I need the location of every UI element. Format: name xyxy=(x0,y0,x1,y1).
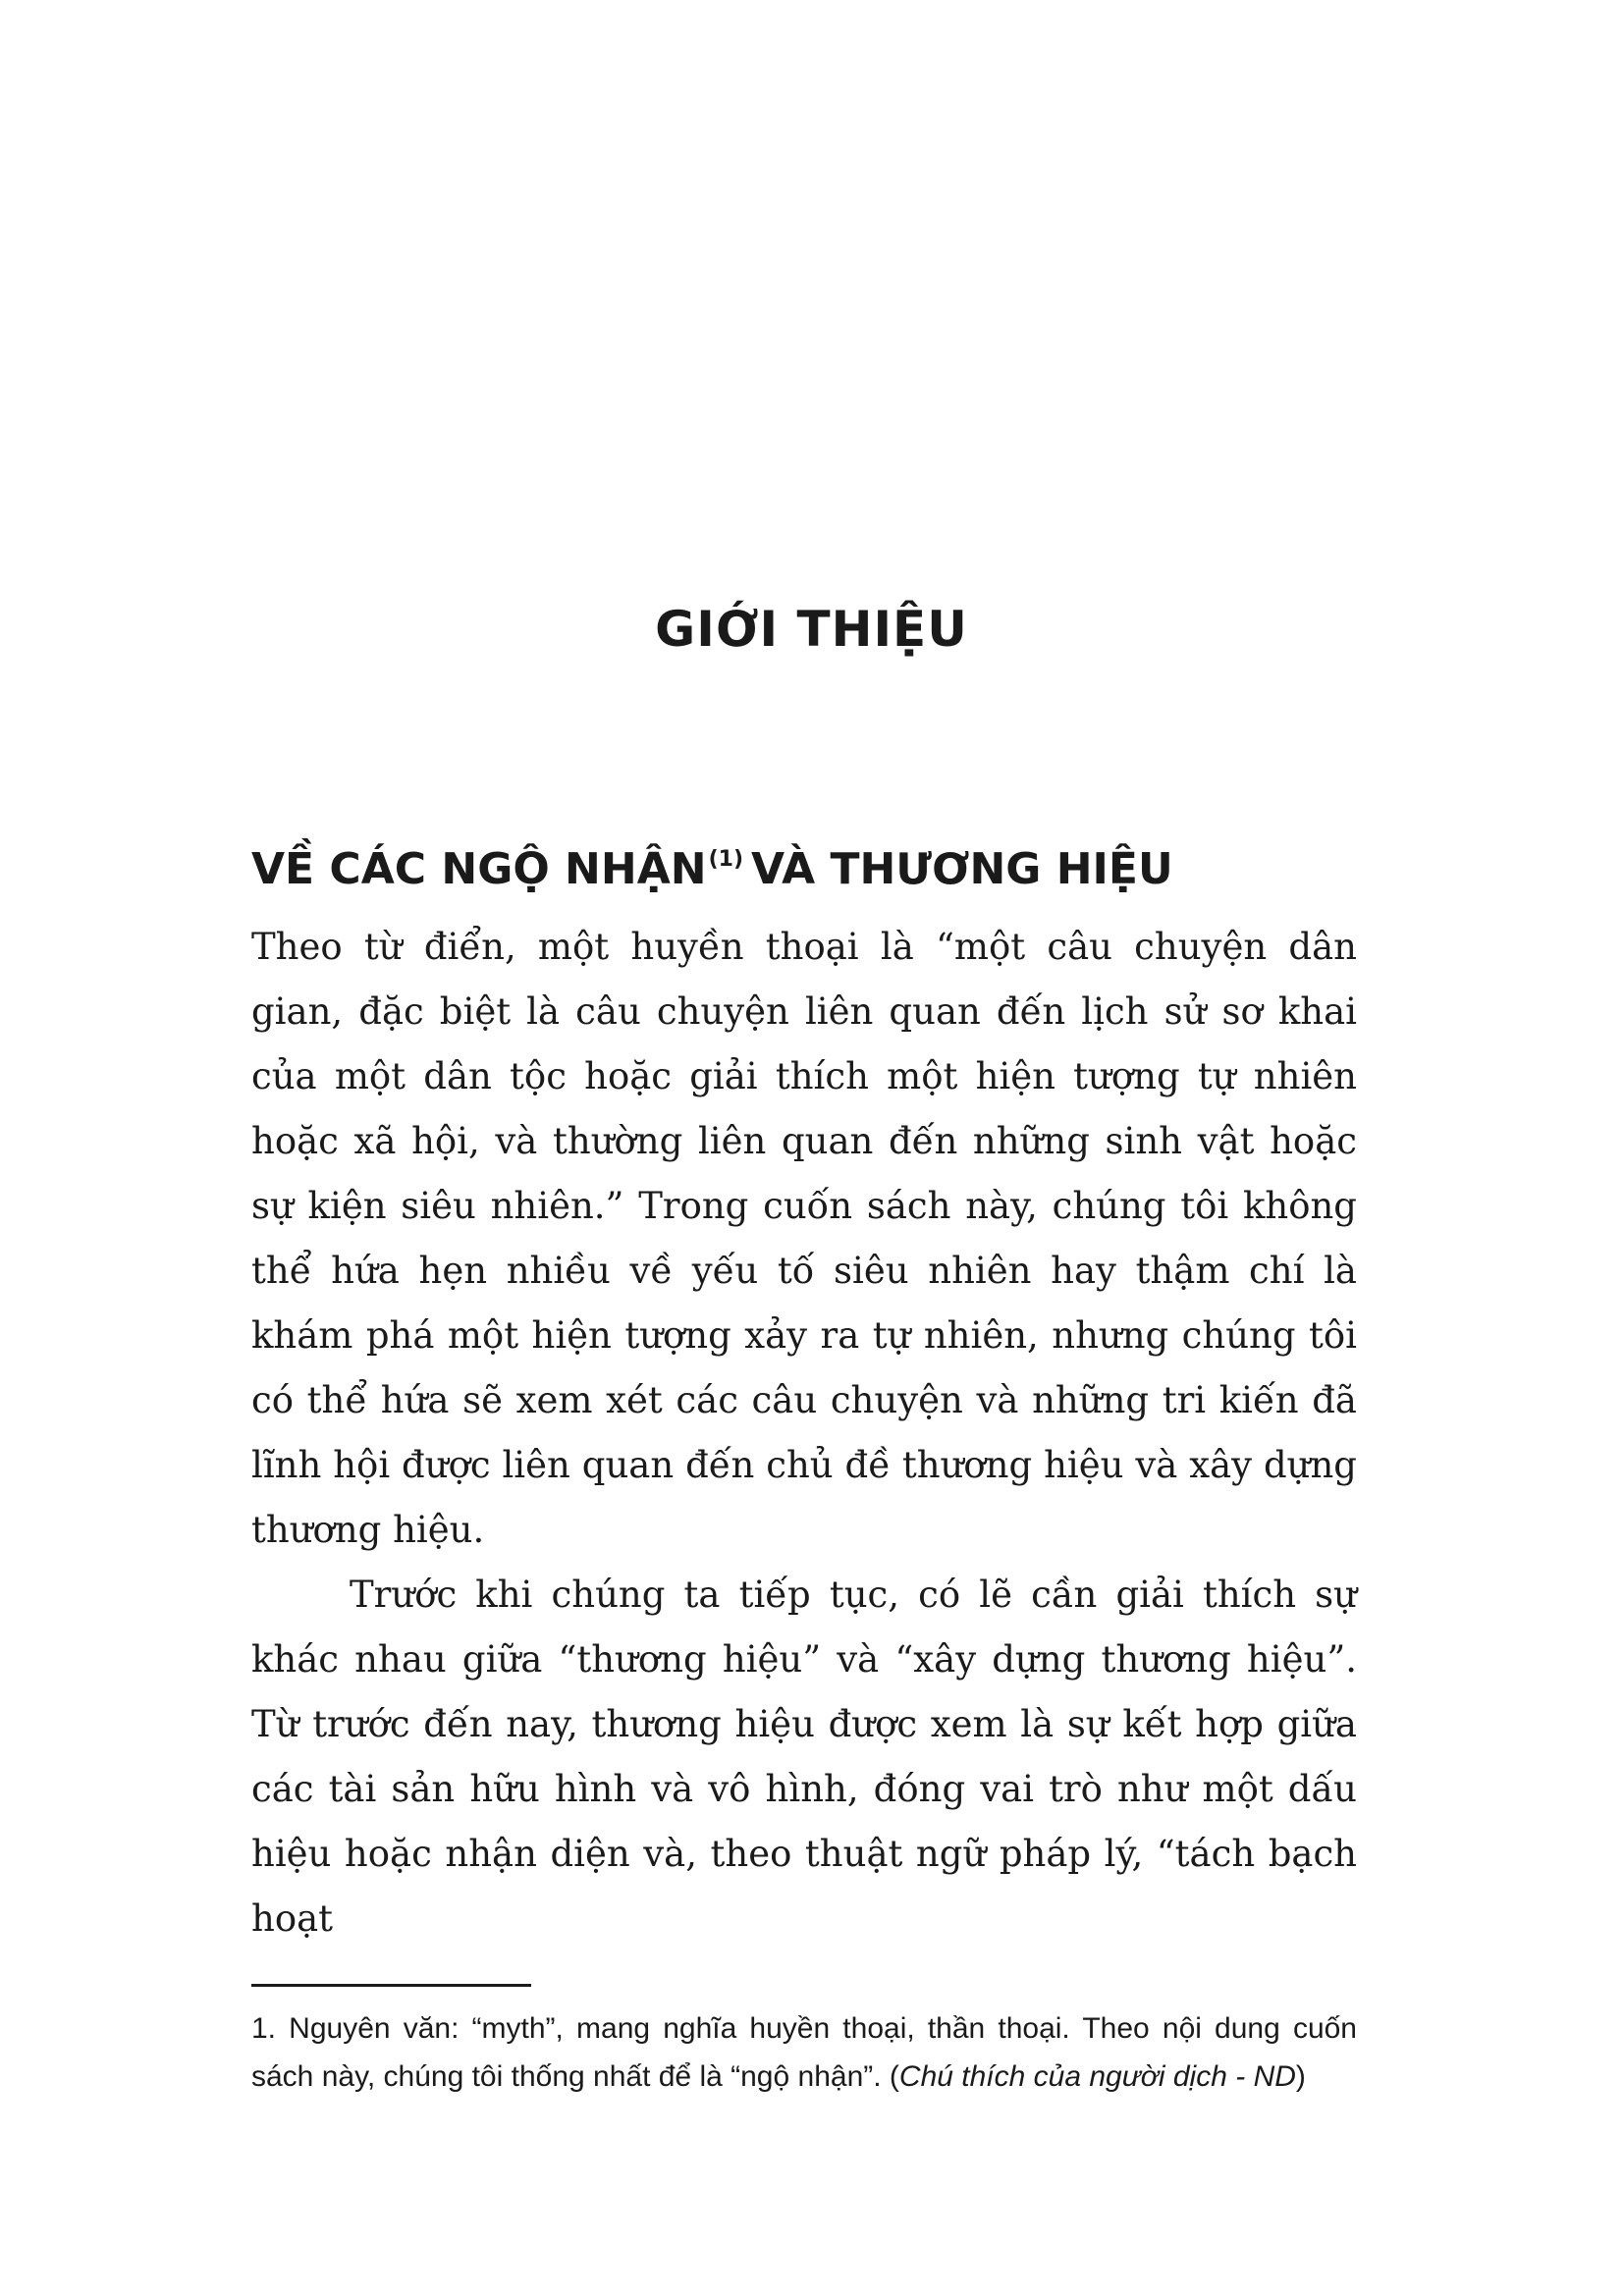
section-heading-text-end: VÀ THƯƠNG HIỆU xyxy=(751,844,1173,894)
footnote-reference: (1) xyxy=(708,847,743,872)
footnote-translator-note: Chú thích của người dịch - ND xyxy=(898,2060,1296,2093)
paragraph: Trước khi chúng ta tiếp tục, có lẽ cần giải thích sự khác nhau giữa “thương hiệu” và “xây dựng thương hiệu”. Từ trước đến nay, thương hiệu được xem là sự kết hợp giữa các tài sản hữu hình và vô hình, đóng vai trò như một dấu hiệu hoặc nhận diện và, theo thuật ngữ pháp lý, “tách bạch hoạt xyxy=(251,1574,1357,1940)
footnote-closing: ) xyxy=(1295,2060,1306,2093)
section-heading xyxy=(251,844,1371,894)
body-text xyxy=(251,915,1357,1951)
chapter-title: GIỚI THIỆU xyxy=(655,601,968,658)
paragraph: Theo từ điển, một huyền thoại là “một câu chuyện dân gian, đặc biệt là câu chuyện liên quan đến lịch sử sơ khai của một dân tộc hoặc giải thích một hiện tượng tự nhiên hoặc xã hội, và thường liên quan đến những sinh vật hoặc sự kiện siêu nhiên.” Trong cuốn sách này, chúng tôi không thể hứa hẹn nhiều về yếu tố siêu nhiên hay thậm chí là khám phá một hiện tượng xảy ra tự nhiên, nhưng chúng tôi có thể hứa sẽ xem xét các câu chuyện và những tri kiến đã lĩnh hội được liên quan đến chủ đề thương hiệu và xây dựng thương hiệu. xyxy=(251,926,1357,1551)
footnote-divider xyxy=(251,1984,531,1987)
section-heading-text: VỀ CÁC NGỘ NHẬN xyxy=(251,844,707,894)
footnote xyxy=(251,2004,1357,2101)
footnote-text: 1. Nguyên văn: “myth”, mang nghĩa huyền thoại, thần thoại. Theo nội dung cuốn sách này, chúng tôi thống nhất để là “ngộ nhận”. ( xyxy=(251,2012,1357,2093)
